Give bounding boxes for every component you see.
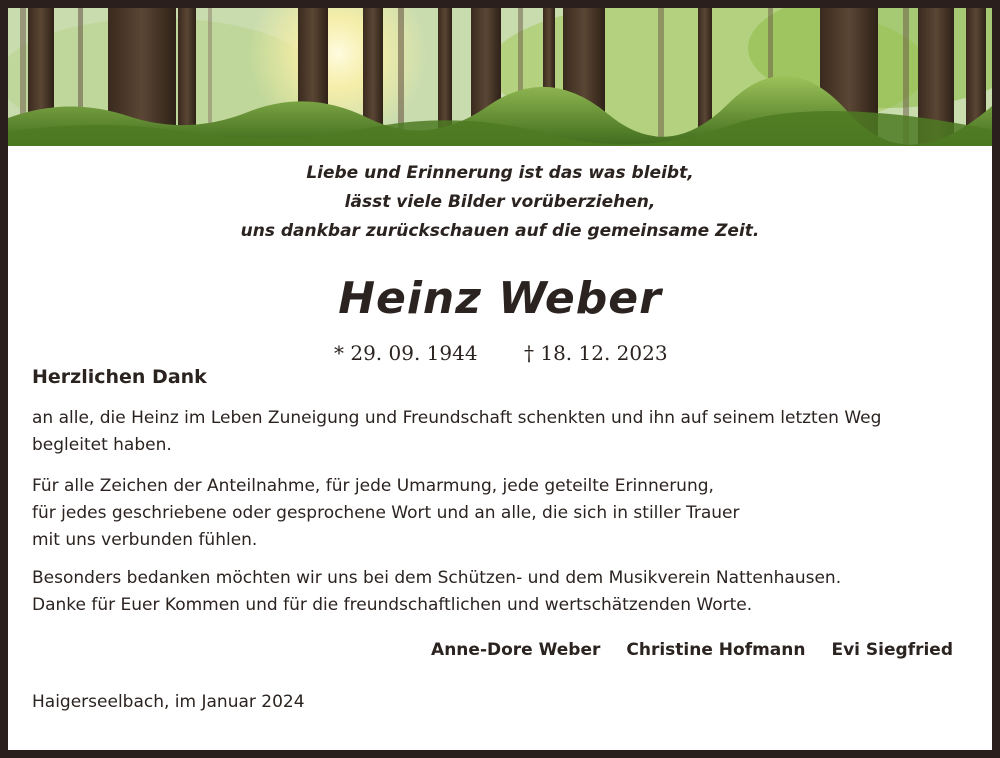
paragraph-line: Für alle Zeichen der Anteilnahme, für jede Umarmung, jede geteilte Erinnerung, <box>32 476 714 496</box>
paragraph-line: für jedes geschriebene oder gesprochene Wort und an alle, die sich in stiller Trauer <box>32 503 740 523</box>
verse-line: uns dankbar zurückschauen auf die gemeinsame Zeit. <box>240 221 760 241</box>
paragraph-line: an alle, die Heinz im Leben Zuneigung und Freundschaft schenkten und ihn auf seinem letzten Weg <box>32 408 882 428</box>
thanks-paragraph <box>32 565 962 619</box>
verse-line: Liebe und Erinnerung ist das was bleibt, <box>306 163 694 183</box>
signers-list <box>431 640 953 660</box>
death-date: † 18. 12. 2023 <box>524 341 668 365</box>
forest-banner-image <box>8 8 992 146</box>
birth-date: * 29. 09. 1944 <box>334 341 478 365</box>
paragraph-line: Danke für Euer Kommen und für die freundschaftlichen und wertschätzenden Worte. <box>32 595 753 615</box>
signer-name: Evi Siegfried <box>831 640 953 660</box>
deceased-name: Heinz Weber <box>338 273 662 324</box>
paragraph-line: begleitet haben. <box>32 435 172 455</box>
forest-illustration <box>8 8 992 146</box>
place-and-date: Haigerseelbach, im Januar 2024 <box>32 692 305 712</box>
thanks-paragraph <box>32 405 962 459</box>
paragraph-line: Besonders bedanken möchten wir uns bei dem Schützen- und dem Musikverein Nattenhausen. <box>32 568 842 588</box>
thanks-paragraph <box>32 473 962 554</box>
thanks-heading: Herzlichen Dank <box>32 366 207 388</box>
memorial-verse <box>8 159 992 246</box>
signer-name: Christine Hofmann <box>626 640 806 660</box>
signer-name: Anne-Dore Weber <box>431 640 601 660</box>
paragraph-line: mit uns verbunden fühlen. <box>32 530 258 550</box>
verse-line: lässt viele Bilder vorüberziehen, <box>344 192 656 212</box>
